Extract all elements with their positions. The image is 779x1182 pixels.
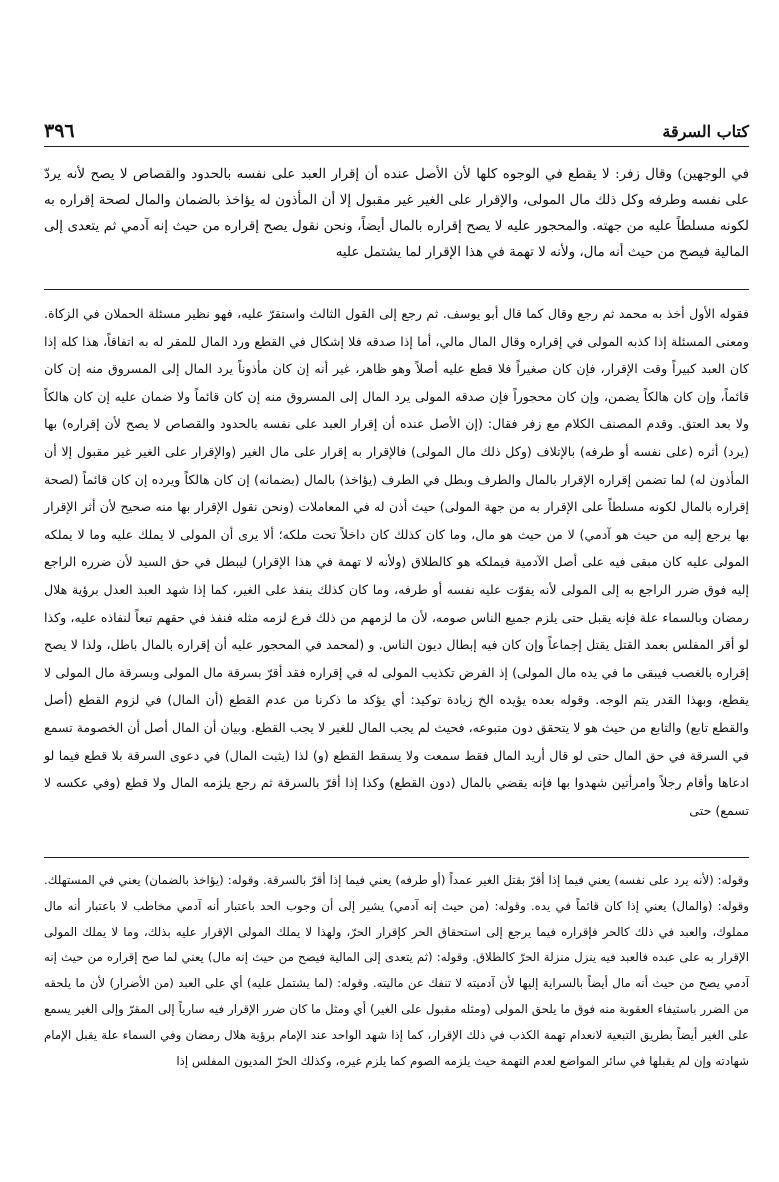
main-text: في الوجهين) وقال زفر: لا يقطع في الوجوه كلها لأن الأصل عنده أن إقرار العبد على نفسه بالحدود والقصاص لا يصح لأنه يردّ على نفسه وطرفه وكل ذلك مال المولى، والإقرار على الغير غير مقبول إلا أن المأذون له يؤاخذ بالضمان والمال لصحة إقراره به لكونه مسلطاً عليه من جهته. والمحجور عليه لا يصح إقراره بالمال أيضاً، ونحن نقول يصح إقراره من حيث إنه آدمي ثم يتعدى إلى المالية فيصح من حيث أنه مال، ولأنه لا تهمة في هذا الإقرار لما يشتمل عليه xyxy=(44,167,749,260)
gloss-text: وقوله: (لأنه يرد على نفسه) يعني فيما إذا أقرّ بقتل الغير عمداً (أو طرفه) يعني فيما إذا أقرّ بالسرقة. وقوله: (يؤاخذ بالضمان) يعني في المستهلك. وقوله: (والمال) يعني إذا كان قائماً في يده. وقوله: (من حيث إنه آدمي) يشير إلى أن وجوب الحد باعتبار أنه آدمي مخاطب لا باعتبار أنه مال مملوك، والعبد في ذلك كالحر فإقراره فيما يرجع إلى استحقاق الحر كإقرار الحرّ، ولهذا لا يملك المولى الإقرار عليه بذلك، وما لا يملك المولى الإقرار به على عبده فالعبد فيه ينزل منزلة الحرّ كالطلاق. وقوله: (ثم يتعدى إلى المالية فيصح من حيث إنه مال) يعني لما صح إقراره من حيث إنه آدمي يصح من حيث أنه مال أيضاً بالسراية إليها لأن آدميته لا تنفك عن ماليته. وقوله: (لما يشتمل عليه) أي على العبد (من الأضرار) لأن ما يلحقه من الضرر باستيفاء العقوبة منه فوق ما يلحق المولى (ومثله مقبول على الغير) أي ومثل ما كان ضرر الإقرار فيه سارياً إلى المقرّ وإلى الغير يسمع على الغير أيضاً بطريق التبعية لانعدام تهمة الكذب في ذلك الإقرار، كما إذا شهد الواحد عند الإمام برؤية هلال رمضان وفي السماء علة يقبل الإمام شهادته وإن لم يقبلها في سائر المواضع لعدم التهمة حيث يلزمه الصوم كما يلزم غيره، وكذلك الحرّ المديون المفلس إذا xyxy=(44,873,749,1068)
chapter-title: كتاب السرقة xyxy=(662,122,749,141)
page-number: ٣٩٦ xyxy=(44,120,75,142)
divider-gloss xyxy=(44,857,749,858)
commentary-text: فقوله الأول أخذ به محمد ثم رجع وقال كما قال أبو يوسف. ثم رجع إلى القول الثالث واستقرّ عليه، فهو نظير مسئلة الحملان في الزكاة. ومعنى المسئلة إذا كذبه المولى في إقراره وقال المال مالي، أما إذا صدقه فلا إشكال في القطع ورد المال للمقر له به اتفاقاً، هذا كله إذا كان العبد كبيراً وقت الإقرار، فإن كان صغيراً فلا قطع عليه أصلاً وهو ظاهر، غير أنه إن كان مأذوناً يرد المال إلى المسروق منه إن كان قائماً، وإن كان هالكاً يضمن، وإن كان محجوراً فإن صدقه المولى يرد المال إلى المسروق منه إن كان قائماً ولا ضمان عليه إن كان هالكاً ولا بعد العتق. وقدم المصنف الكلام مع زفر فقال: (إن الأصل عنده أن إقرار العبد على نفسه بالحدود والقصاص لا يصح لأن إقراره) بها (يرد) أثره (على نفسه أو طرفه) بالإتلاف (وكل ذلك مال المولى) فالإقرار به إقرار على مال الغير (والإقرار على الغير غير مقبول إلا أن المأذون له) لما تضمن إقراره الإقرار بالمال والطرف وبطل في الطرف (يؤاخذ) بالمال (بضمانه) إن كان هالكاً ويرده إن كان قائماً (لصحة إقراره بالمال لكونه مسلطاً على الإقرار به من جهة المولى) حيث أذن له في المعاملات (ونحن نقول الإقرار بها منه صحيح لأن أثر الإقرار بها يرجع إليه من حيث هو آدمي) لا من حيث هو مال، وما كان كذلك كان داخلاً تحت ملكه؛ ألا يرى أن المولى لا يملك عليه وما لا يملكه المولى عليه كان مبقى فيه على أصل الآدمية فيملكه هو كالطلاق (ولأنه لا تهمة في هذا الإقرار) ليبطل في حق السيد لأن ضرره الراجع إليه فوق ضرر الراجع به إلى المولى لأنه يفوّت عليه نفسه أو طرفه، وما كان كذلك ينفذ على الغير، كما إذا شهد العبد العدل برؤية هلال رمضان وبالسماء علة فإنه يقبل حتى يلزم جميع الناس صومه، لأن ما لزمهم من ذلك فرع لزمه مثله فنفذ في حقهم تبعاً لنفاذه عليه، وكذا لو أقر المفلس بعمد القتل يقتل إجماعاً وإن كان فيه إبطال ديون الناس. و (لمحمد في المحجور عليه أن إقراره بالمال باطل، ولذا لا يصح إقراره بالغصب فيبقى ما في يده مال المولى) إذ الفرض تكذيب المولى له في إقراره فقد أقرّ بسرقة مال المولى وبسرقة مال المولى لا يقطع، وبهذا القدر يتم الوجه. وقوله بعده يؤيده الخ زيادة توكيد: أي يؤكد ما ذكرنا من عدم القطع (أن المال) في لزوم القطع (أصل والقطع تابع) والتابع من حيث هو لا يتحقق دون متبوعه، فحيث لم يجب المال للغير لا يجب القطع. وبيان أن المال أصل أن الخصومة تسمع في السرقة في حق المال حتى لو قال أريد المال فقط سمعت ولا يسقط القطع (و) لذا (يثبت المال) في دعوى السرقة بلا قطع فيما لو ادعاها وأقام رجلاً وامرأتين شهدوا بها فإنه يقضي بالمال (دون القطع) وكذا إذا أقرّ بالسرقة ثم رجع يلزمه المال ولا قطع (وفي عكسه لا تسمع) حتى xyxy=(44,306,749,818)
divider-main xyxy=(44,289,749,290)
page-header xyxy=(44,120,749,147)
